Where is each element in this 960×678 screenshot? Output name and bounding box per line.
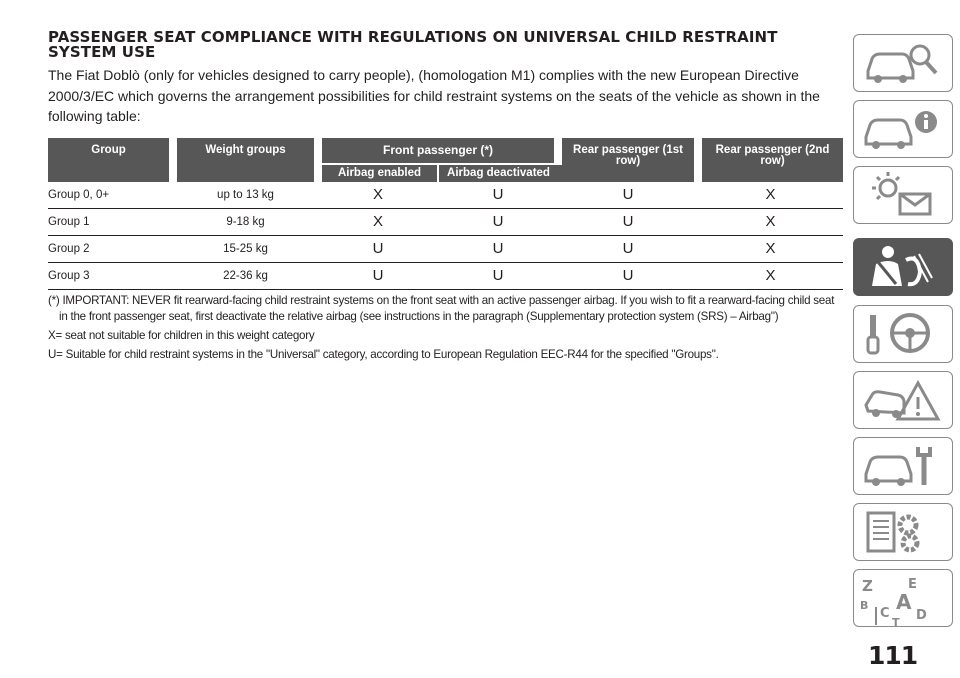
u-legend: U= Suitable for child restraint systems in the "Universal" category, according to European Regulation EEC-R44 for the specified "Groups". <box>48 347 719 361</box>
cell-rear-1st-row: U <box>558 208 698 235</box>
tab-car-inspection[interactable] <box>853 34 953 92</box>
cell-rear-1st-row: U <box>558 235 698 262</box>
tab-warning-lights[interactable] <box>853 166 953 224</box>
cell-group: Group 2 <box>48 235 173 262</box>
car-wrench-icon <box>858 441 948 491</box>
tab-safety[interactable] <box>853 238 953 296</box>
tab-car-info[interactable] <box>853 100 953 158</box>
cell-airbag-deactivated: U <box>438 235 558 262</box>
header-group: Group <box>48 138 173 182</box>
index-letter: A <box>896 590 912 614</box>
tab-emergency[interactable] <box>853 371 953 429</box>
seatbelt-airbag-icon <box>858 242 948 292</box>
cell-airbag-enabled: X <box>318 208 438 235</box>
table-row <box>48 208 843 235</box>
header-rear-1st-row: Rear passenger (1st row) <box>558 138 698 182</box>
warning-lights-message-icon <box>858 170 948 220</box>
cell-airbag-enabled: U <box>318 235 438 262</box>
header-airbag-deactivated: Airbag deactivated <box>438 164 558 182</box>
cell-airbag-enabled: U <box>318 262 438 289</box>
cell-group: Group 0, 0+ <box>48 182 173 209</box>
header-airbag-enabled: Airbag enabled <box>318 164 438 182</box>
specs-gears-icon <box>858 507 948 557</box>
cell-weight: 9-18 kg <box>173 208 318 235</box>
header-weight-groups: Weight groups <box>173 138 318 182</box>
cell-airbag-deactivated: U <box>438 208 558 235</box>
cell-rear-2nd-row: X <box>698 262 843 289</box>
index-letter: Z <box>862 577 873 595</box>
cell-weight: up to 13 kg <box>173 182 318 209</box>
table-row <box>48 182 843 209</box>
header-front-passenger: Front passenger (*) <box>318 138 558 164</box>
car-info-icon <box>858 104 948 154</box>
cell-rear-2nd-row: X <box>698 208 843 235</box>
alphabetical-index-icon <box>858 573 948 627</box>
header-rear-2nd-row: Rear passenger (2nd row) <box>698 138 843 182</box>
child-restraint-table <box>48 138 843 290</box>
cell-airbag-deactivated: U <box>438 182 558 209</box>
cell-group: Group 3 <box>48 262 173 289</box>
page-content <box>48 30 843 366</box>
cell-rear-2nd-row: X <box>698 182 843 209</box>
index-letter: B <box>860 599 869 612</box>
key-steering-wheel-icon <box>858 309 948 359</box>
tab-servicing[interactable] <box>853 437 953 495</box>
cell-weight: 15-25 kg <box>173 235 318 262</box>
cell-rear-1st-row: U <box>558 262 698 289</box>
cell-rear-2nd-row: X <box>698 235 843 262</box>
table-row <box>48 262 843 289</box>
car-crash-warning-icon <box>858 375 948 425</box>
cell-rear-1st-row: U <box>558 182 698 209</box>
important-note: (*) IMPORTANT: NEVER fit rearward-facing child restraint systems on the front seat with an active passenger airbag. If you wish to fit a rearward-facing child seat in the front passenger seat, first deactivate the relative airbag (see instructions in the paragraph (Supplementary protection system (SRS) – Airbag") <box>48 293 835 323</box>
tab-starting-driving[interactable] <box>853 305 953 363</box>
x-legend: X= seat not suitable for children in this weight category <box>48 328 315 342</box>
section-heading: PASSENGER SEAT COMPLIANCE WITH REGULATIONS ON UNIVERSAL CHILD RESTRAINT SYSTEM USE <box>48 28 778 61</box>
table-row <box>48 235 843 262</box>
cell-group: Group 1 <box>48 208 173 235</box>
index-letter: D <box>916 608 927 623</box>
page-number: 111 <box>868 641 918 670</box>
index-letter: E <box>908 577 917 592</box>
tab-index[interactable] <box>853 569 953 627</box>
table-notes <box>48 293 843 363</box>
intro-paragraph: The Fiat Doblò (only for vehicles designed to carry people), (homologation M1) complies with the new European Directive 2000/3/EC which governs the arrangement possibilities for child restraint systems on the seats of the vehicle as shown in the following table: <box>48 67 820 124</box>
car-magnifier-icon <box>858 38 948 88</box>
cell-airbag-deactivated: U <box>438 262 558 289</box>
index-letter: C <box>880 606 890 621</box>
index-letter: T <box>892 616 900 627</box>
tab-technical-specs[interactable] <box>853 503 953 561</box>
cell-weight: 22-36 kg <box>173 262 318 289</box>
cell-airbag-enabled: X <box>318 182 438 209</box>
